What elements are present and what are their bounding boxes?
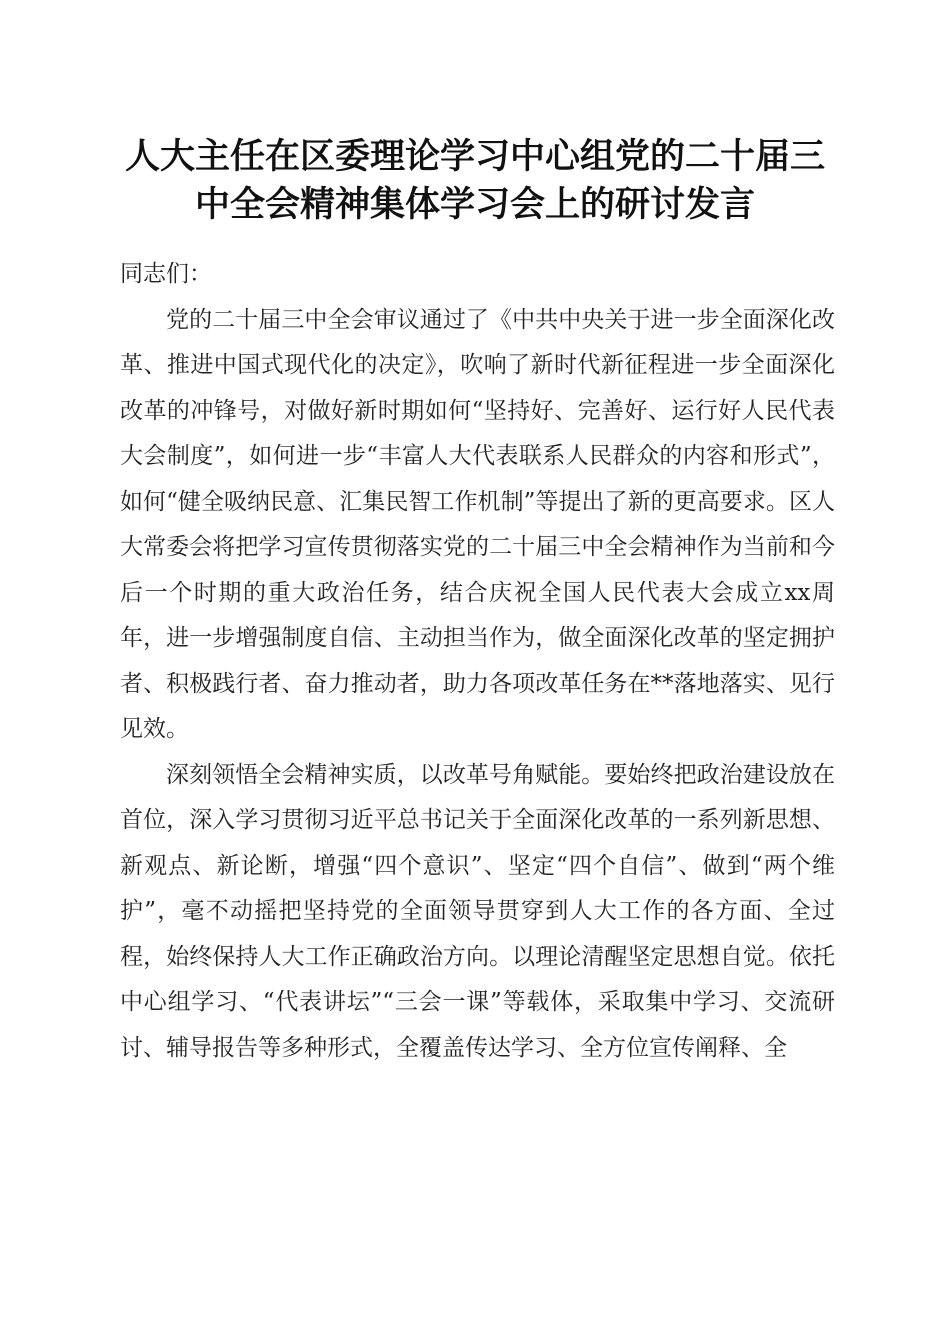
title-line-2: 中全会精神集体学习会上的研讨发言 (194, 184, 755, 225)
document-body (120, 252, 835, 1071)
paragraph-2: 深刻领悟全会精神实质，以改革号角赋能。要始终把政治建设放在首位，深入学习贯彻习近平总书记关于全面深化改革的一系列新思想、新观点、新论断，增强“四个意识”、坚定“四个自信”、做到“两个维护”，毫不动摇把坚持党的全面领导贯穿到人大工作的各方面、全过程，始终保持人大工作正确政治方向。以理论清醒坚定思想自觉。依托中心组学习、“代表讲坛”“三会一课”等载体，采取集中学习、交流研讨、辅导报告等多种形式，全覆盖传达学习、全方位宣传阐释、全 (120, 761, 835, 1061)
paragraph-1: 党的二十届三中全会审议通过了《中共中央关于进一步全面深化改革、推进中国式现代化的决定》，吹响了新时代新征程进一步全面深化改革的冲锋号，对做好新时期如何“坚持好、完善好、运行好人民代表大会制度”，如何进一步“丰富人大代表联系人民群众的内容和形式”，如何“健全吸纳民意、汇集民智工作机制”等提出了新的更高要求。区人大常委会将把学习宣传贯彻落实党的二十届三中全会精神作为当前和今后一个时期的重大政治任务，结合庆祝全国人民代表大会成立xx周年，进一步增强制度自信、主动担当作为，做全面深化改革的坚定拥护者、积极践行者、奋力推动者，助力各项改革任务在**落地落实、见行见效。 (120, 306, 835, 742)
title-line-1: 人大主任在区委理论学习中心组党的二十届三 (124, 136, 825, 177)
salutation: 同志们： (120, 261, 212, 287)
document-title (100, 133, 850, 229)
